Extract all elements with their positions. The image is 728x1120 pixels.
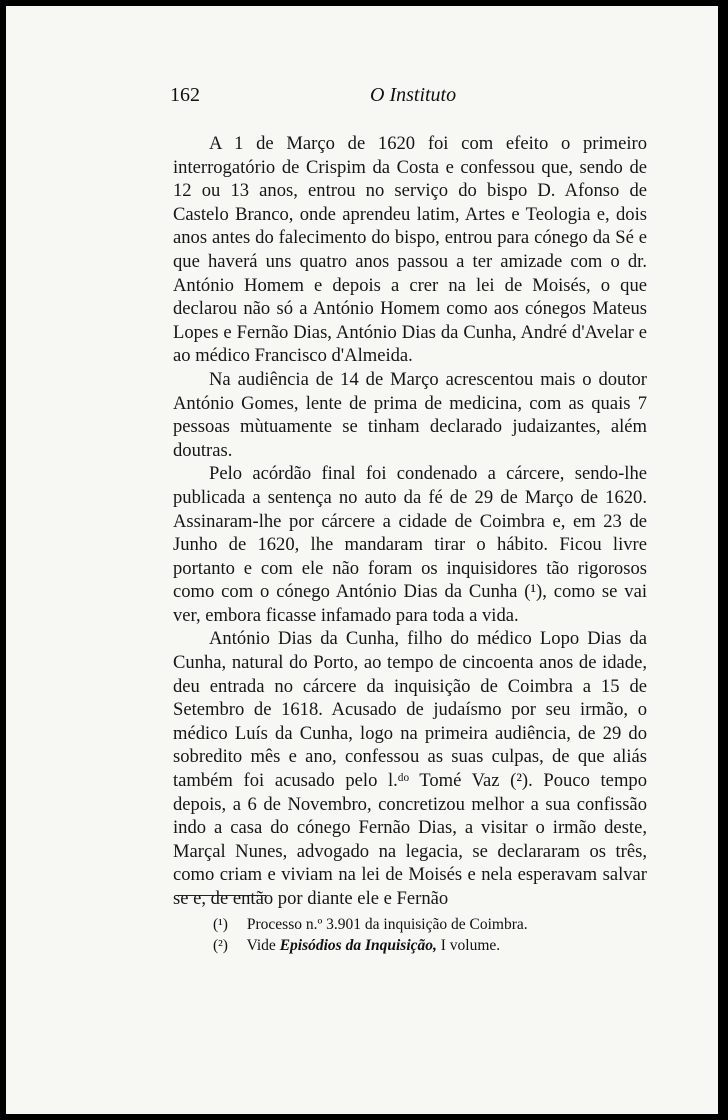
paragraph: António Dias da Cunha, filho do médico Lopo Dias da Cunha, natural do Porto, ao tempo de cincoenta anos de idade, deu entrada no cárcere da inquisição de Coimbra a 15 de Setembro de 1618. Acusado de judaísmo por seu irmão, o médico Luís da Cunha, logo na primeira audiência, de 29 do sobredito mês e ano, confessou as suas culpas, de que aliás também foi acusado pelo l.ᵈᵒ Tomé Vaz (²). Pouco tempo depois, a 6 de Novembro, concretizou melhor a sua confissão indo a casa do cónego Fernão Dias, a visitar o irmão deste, Marçal Nunes, advogado na legacia, se declararam os três, como criam e viviam na lei de Moisés e nela esperavam salvar se e, de então por diante ele e Fernão bbox=[173, 628, 647, 909]
running-title: O Instituto bbox=[370, 84, 457, 106]
footnote-prefix: Vide bbox=[246, 937, 276, 954]
footnote-suffix: I volume. bbox=[440, 937, 501, 954]
paragraph: A 1 de Março de 1620 foi com efeito o primeiro interrogatório de Crispim da Costa e confessou que, sendo de 12 ou 13 anos, entrou no serviço do bispo D. Afonso de Castelo Branco, onde aprendeu latim, Artes e Teologia e, dois anos antes do falecimento do bispo, entrou para cónego da Sé e que haverá uns quatro anos passou a ter amizade com o dr. António Homem e depois a crer na lei de Moisés, o que declarou não só a António Homem como aos cónegos Mateus Lopes e Fernão Dias, António Dias da Cunha, André d'Avelar e ao médico Francisco d'Almeida. bbox=[173, 133, 647, 367]
footnote-mark: (¹) bbox=[213, 916, 228, 933]
footnote-text: Processo n.º 3.901 da inquisição de Coimbra. bbox=[246, 916, 528, 933]
footnote bbox=[213, 935, 653, 956]
footnote-mark: (²) bbox=[213, 937, 228, 954]
paragraph: Na audiência de 14 de Março acrescentou mais o doutor António Gomes, lente de prima de medicina, com as quais 7 pessoas mùtuamente se tinham declarado judaizantes, além doutras. bbox=[173, 368, 647, 461]
footnote-work-title: Episódios da Inquisição, bbox=[279, 937, 437, 954]
page-number: 162 bbox=[170, 84, 200, 106]
footnote bbox=[213, 914, 653, 935]
footnotes bbox=[213, 914, 653, 956]
body-text bbox=[173, 132, 647, 911]
book-page bbox=[6, 6, 718, 1114]
footnote-rule bbox=[176, 895, 266, 896]
paragraph: Pelo acórdão final foi condenado a cárcere, sendo-lhe publicada a sentença no auto da fé de 29 de Março de 1620. Assinaram-lhe por cárcere a cidade de Coimbra e, em 23 de Junho de 1620, lhe mandaram tirar o hábito. Ficou livre portanto e com ele não foram os inquisidores tão rigorosos como com o cónego António Dias da Cunha (¹), como se vai ver, embora ficasse infamado para toda a vida. bbox=[173, 463, 647, 626]
